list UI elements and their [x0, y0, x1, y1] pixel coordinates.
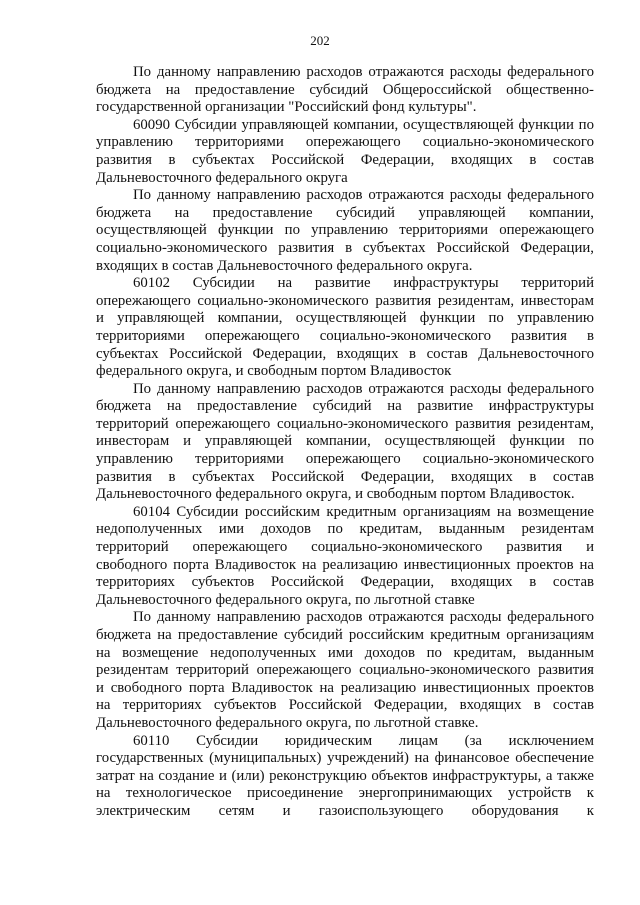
page-number: 202	[310, 33, 330, 48]
paragraph-line: государственных (муниципальных) учреждений) на финансовое обеспечение	[96, 750, 594, 767]
paragraph-line: на технологическое присоединение энергопринимающих устройств к	[96, 785, 594, 802]
paragraph-line: государственной организации "Российский фонд культуры".	[96, 99, 477, 116]
paragraph-line: входящих в состав Дальневосточного федерального округа.	[96, 257, 473, 274]
paragraph	[96, 64, 594, 117]
paragraph-line: Дальневосточного федерального округа, по льготной ставке.	[96, 714, 479, 731]
paragraph-line: По данному направлению расходов отражаются расходы федерального	[133, 187, 594, 204]
paragraph	[96, 117, 594, 187]
paragraph-line: бюджета на предоставление субсидий российским кредитным организациям	[96, 627, 594, 643]
paragraph-line: и свободного порта Владивосток на реализацию инвестиционных проектов	[96, 679, 594, 696]
paragraph-line: осуществляющей функции по управлению территориями опережающего	[96, 222, 594, 239]
paragraph-line: развития в субъектах Российской Федерации, входящих в состав	[96, 468, 594, 485]
paragraph-line: резидентам территорий опережающего социально-экономического развития	[96, 662, 594, 679]
paragraph-line: затрат на создание и (или) реконструкцию объектов инфраструктуры, а также	[96, 767, 594, 784]
paragraph	[96, 187, 594, 275]
paragraph-line: территориями опережающего социально-экономического развития в	[96, 327, 594, 344]
paragraph-line: бюджета на предоставление субсидий Общероссийской общественно-	[96, 81, 594, 98]
paragraph-line: 60110 Субсидии юридическим лицам (за исключением	[133, 732, 594, 749]
paragraph-line: и управляющей компании, осуществляющей функции по управлению	[96, 310, 594, 327]
paragraph-line: 60090 Субсидии управляющей компании, осуществляющей функции по	[133, 116, 594, 133]
paragraph	[96, 381, 594, 504]
paragraph-line: управлению территориями опережающего социально-экономического	[96, 134, 594, 151]
paragraph-line: По данному направлению расходов отражаются расходы федерального	[133, 64, 594, 80]
paragraph	[96, 733, 594, 821]
paragraph	[96, 504, 594, 610]
paragraph-line: субъектах Российской Федерации, входящих в состав Дальневосточного	[96, 345, 594, 362]
paragraph-line: на территориях субъектов Российской Федерации, входящих в состав	[96, 697, 594, 714]
paragraph-line: территорий опережающего социально-экономического развития и	[96, 539, 594, 556]
paragraph-line: недополученных ими доходов по кредитам, выданным резидентам	[96, 521, 594, 538]
paragraph-line: социально-экономического развития в субъектах Российской Федерации,	[96, 239, 594, 256]
paragraph-line: По данному направлению расходов отражаются расходы федерального	[133, 380, 594, 397]
paragraph-line: Дальневосточного федерального округа	[96, 169, 348, 186]
paragraph-line: на возмещение недополученных ими доходов по кредитам, выданным	[96, 644, 594, 661]
paragraph-line: территорий опережающего социально-экономического развития резидентам,	[96, 415, 594, 432]
paragraph-line: Дальневосточного федерального округа, и свободным портом Владивосток.	[96, 486, 575, 503]
paragraph-line: опережающего социально-экономического развития резидентам, инвесторам	[96, 292, 594, 309]
paragraph-line: бюджета на предоставление субсидий на развитие инфраструктуры	[96, 398, 594, 415]
paragraph-line: бюджета на предоставление субсидий управляющей компании,	[96, 204, 594, 221]
paragraph	[96, 275, 594, 381]
paragraph-line: По данному направлению расходов отражаются расходы федерального	[133, 609, 594, 626]
paragraph-line: федерального округа, и свободным портом Владивосток	[96, 363, 452, 380]
paragraph	[96, 609, 594, 732]
document-body	[96, 64, 594, 821]
paragraph-line: электрическим сетям и газоиспользующего оборудования к	[96, 802, 594, 819]
paragraph-line: Дальневосточного федерального округа, по льготной ставке	[96, 591, 475, 608]
paragraph-line: управлению территориями опережающего социально-экономического	[96, 451, 594, 468]
paragraph-line: 60102 Субсидии на развитие инфраструктуры территорий	[133, 275, 594, 292]
paragraph-line: развития в субъектах Российской Федерации, входящих в состав	[96, 151, 594, 168]
paragraph-line: территориях субъектов Российской Федерации, входящих в состав	[96, 574, 594, 591]
paragraph-line: инвесторам и управляющей компании, осуществляющей функции по	[96, 433, 594, 450]
paragraph-line: свободного порта Владивосток на реализацию инвестиционных проектов на	[96, 556, 594, 573]
paragraph-line: 60104 Субсидии российским кредитным организациям на возмещение	[133, 503, 594, 520]
